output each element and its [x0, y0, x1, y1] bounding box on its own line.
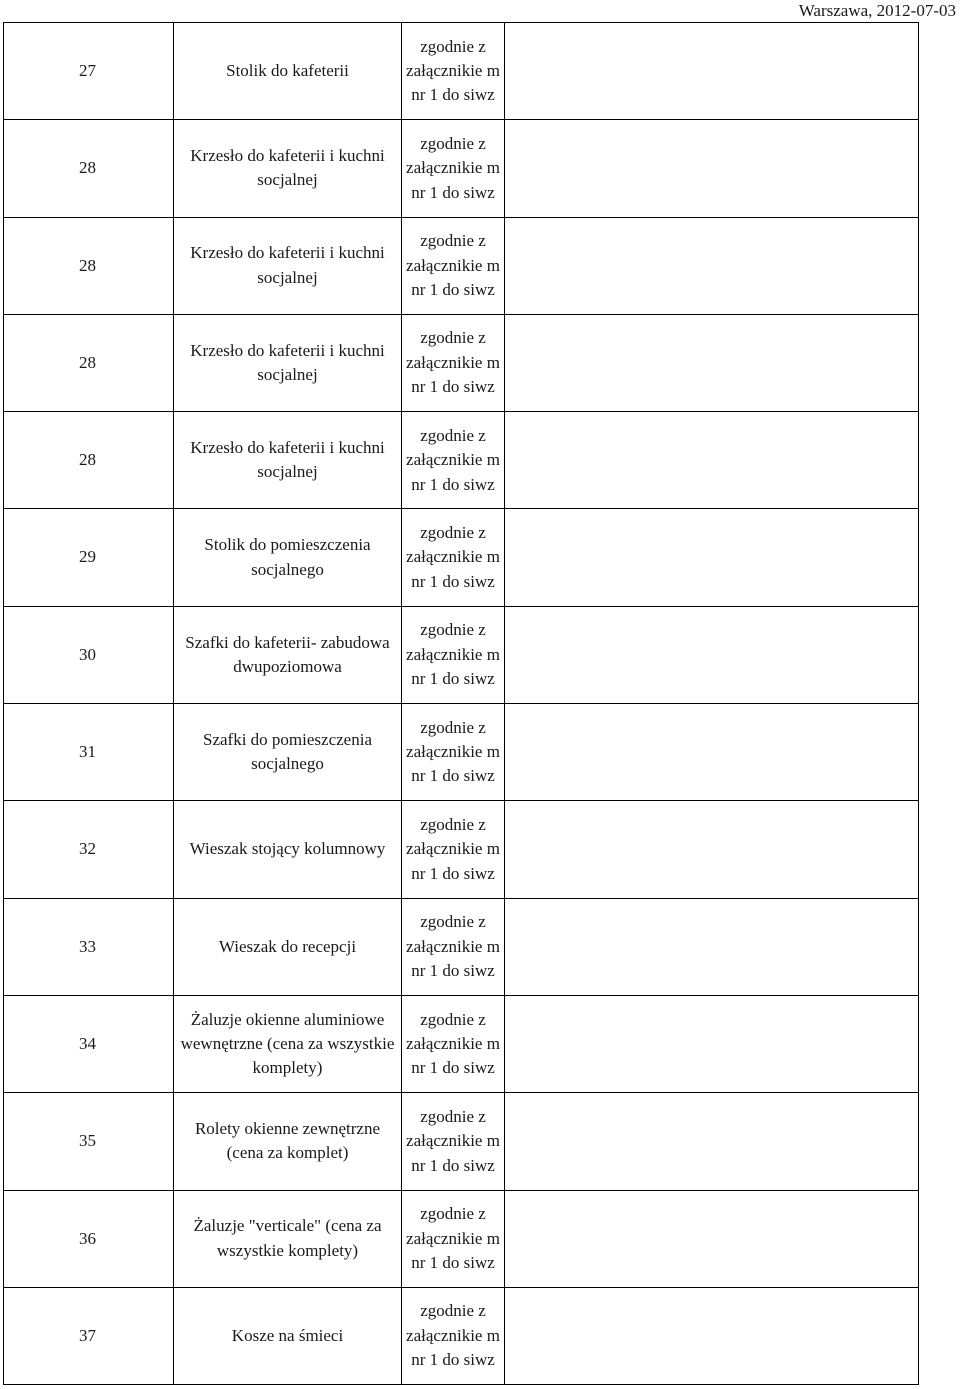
table-row [4, 1093, 919, 1190]
empty-cell [505, 23, 919, 119]
item-spec: zgodnie z załącznikie m nr 1 do siwz [402, 899, 505, 995]
table-row [4, 23, 919, 120]
item-number: 28 [79, 255, 96, 275]
item-name: Kosze na śmieci [174, 1288, 402, 1384]
item-name: Krzesło do kafeterii i kuchni socjalnej [174, 315, 402, 411]
item-name: Żaluzje "verticale" (cena za wszystkie komplety) [174, 1191, 402, 1287]
table-row [4, 218, 919, 315]
empty-cell [505, 120, 919, 216]
item-number-cell [4, 315, 174, 411]
table-row [4, 315, 919, 412]
empty-cell [505, 1191, 919, 1287]
item-name: Krzesło do kafeterii i kuchni socjalnej [174, 412, 402, 508]
item-number-cell [4, 1191, 174, 1287]
item-name: Krzesło do kafeterii i kuchni socjalnej [174, 120, 402, 216]
table-row [4, 704, 919, 801]
empty-cell [505, 412, 919, 508]
item-number-cell [4, 120, 174, 216]
item-spec: zgodnie z załącznikie m nr 1 do siwz [402, 412, 505, 508]
item-spec: zgodnie z załącznikie m nr 1 do siwz [402, 218, 505, 314]
table-row [4, 1191, 919, 1288]
item-number: 33 [79, 936, 96, 956]
item-number: 34 [79, 1033, 96, 1053]
item-name: Krzesło do kafeterii i kuchni socjalnej [174, 218, 402, 314]
empty-cell [505, 704, 919, 800]
item-name: Szafki do kafeterii- zabudowa dwupoziomowa [174, 607, 402, 703]
table-row [4, 996, 919, 1093]
item-name: Szafki do pomieszczenia socjalnego [174, 704, 402, 800]
item-number: 36 [79, 1228, 96, 1248]
item-number: 31 [79, 742, 96, 762]
item-number-cell [4, 1093, 174, 1189]
item-spec: zgodnie z załącznikie m nr 1 do siwz [402, 23, 505, 119]
item-name: Rolety okienne zewnętrzne (cena za komplet) [174, 1093, 402, 1189]
item-number-cell [4, 509, 174, 605]
item-number-cell [4, 607, 174, 703]
empty-cell [505, 899, 919, 995]
empty-cell [505, 1093, 919, 1189]
empty-cell [505, 801, 919, 897]
item-number: 28 [79, 450, 96, 470]
item-spec: zgodnie z załącznikie m nr 1 do siwz [402, 509, 505, 605]
item-spec: zgodnie z załącznikie m nr 1 do siwz [402, 1093, 505, 1189]
item-number: 28 [79, 352, 96, 372]
item-spec: zgodnie z załącznikie m nr 1 do siwz [402, 1191, 505, 1287]
item-number: 30 [79, 644, 96, 664]
table-row [4, 412, 919, 509]
item-number-cell [4, 218, 174, 314]
document-date: Warszawa, 2012-07-03 [798, 1, 956, 20]
table-row [4, 1288, 919, 1385]
item-spec: zgodnie z załącznikie m nr 1 do siwz [402, 1288, 505, 1384]
item-number-cell [4, 899, 174, 995]
table-row [4, 120, 919, 217]
items-table [3, 22, 919, 1385]
item-spec: zgodnie z załącznikie m nr 1 do siwz [402, 120, 505, 216]
table-row [4, 607, 919, 704]
empty-cell [505, 607, 919, 703]
item-number-cell [4, 1288, 174, 1384]
empty-cell [505, 218, 919, 314]
empty-cell [505, 315, 919, 411]
item-name: Stolik do kafeterii [174, 23, 402, 119]
empty-cell [505, 996, 919, 1092]
item-number: 37 [79, 1325, 96, 1345]
item-number-cell [4, 704, 174, 800]
item-name: Stolik do pomieszczenia socjalnego [174, 509, 402, 605]
item-spec: zgodnie z załącznikie m nr 1 do siwz [402, 801, 505, 897]
item-number-cell [4, 23, 174, 119]
item-spec: zgodnie z załącznikie m nr 1 do siwz [402, 607, 505, 703]
item-number: 32 [79, 839, 96, 859]
table-row [4, 899, 919, 996]
item-number-cell [4, 996, 174, 1092]
item-name: Wieszak stojący kolumnowy [174, 801, 402, 897]
item-spec: zgodnie z załącznikie m nr 1 do siwz [402, 315, 505, 411]
item-name: Wieszak do recepcji [174, 899, 402, 995]
item-spec: zgodnie z załącznikie m nr 1 do siwz [402, 704, 505, 800]
item-number: 29 [79, 547, 96, 567]
item-number: 27 [79, 60, 96, 80]
item-number-cell [4, 801, 174, 897]
item-number-cell [4, 412, 174, 508]
item-spec: zgodnie z załącznikie m nr 1 do siwz [402, 996, 505, 1092]
item-name: Żaluzje okienne aluminiowe wewnętrzne (cena za wszystkie komplety) [174, 996, 402, 1092]
item-number: 35 [79, 1131, 96, 1151]
empty-cell [505, 1288, 919, 1384]
item-number: 28 [79, 158, 96, 178]
empty-cell [505, 509, 919, 605]
table-row [4, 509, 919, 606]
table-row [4, 801, 919, 898]
